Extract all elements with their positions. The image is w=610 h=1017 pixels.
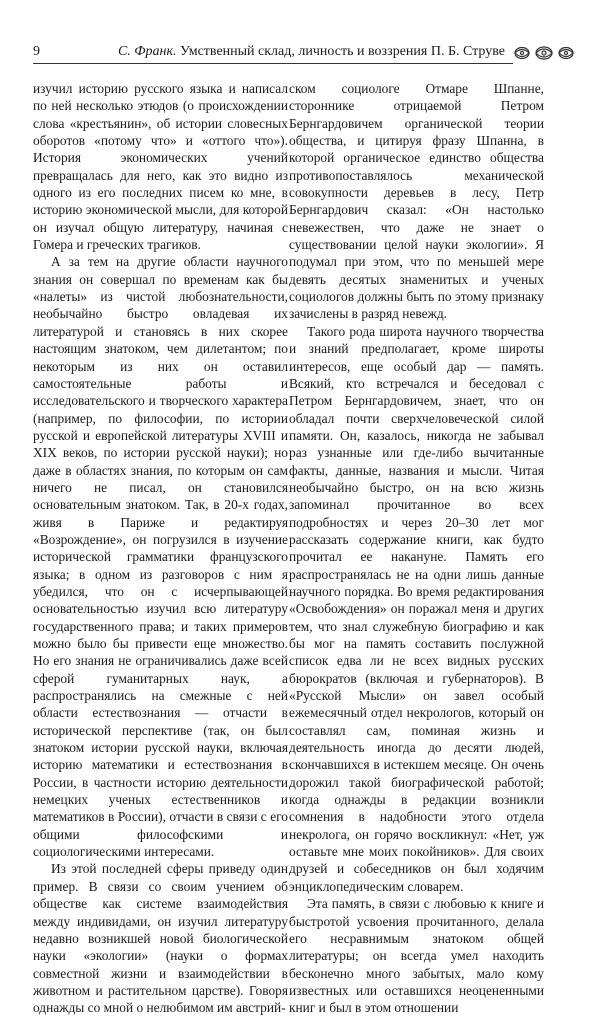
running-head [118,44,505,60]
paragraph: ском социологе Отмаре Шпанне, стороннике отрицаемой Петром Бернгардовичем органической теории общества, и цитируя фразу Шпанна, в которой органическое единство общества противопоставлялось механической совокупности деревьев в лесу, Петр Бернгардович сказал: «Он настолько невежествен, что даже не знает о существовании целой науки экологии». Я подумал при этом, что по меньшей мере девять десятых знаменитых и ученых социологов должны быть по этому признаку зачислены в разряд невежд. [289,81,544,322]
left-column [33,80,288,1017]
running-head-author: С. Франк. [117,44,177,59]
header-ornament-icon [513,44,575,62]
paragraph: Такого рода широта научного творчества и знаний предполагает, кроме широты интересов, еще особый дар — память. Всякий, кто встречался и беседовал с Петром Бернгардовичем, знает, что он обладал почти сверхчеловеческой силой памяти. Он, казалось, никогда не забывал раз узнанные или где-либо вычитанные факты, данные, названия и мысли. Читая необычайно быстро, он на всю жизнь запоминал прочитанное во всех подробностях и через 20–30 лет мог рассказать содержание книги, как будто прочитал ее накануне. Память его распространялась не на одни лишь данные научного порядка. Во время редактирования «Освобождения» он поражал меня и других тем, что знал служебную биографию и как бы мог на память составить послужной список едва ли не всех видных русских бюрократов (включая и губернаторов). В «Русской Мысли» он завел особый ежемесячный отдел некрологов, который он составлял сам, поминая жизнь и деятельность иногда до десяти людей, скончавшихся в истекшем месяце. Он очень дорожил такой биографической работой; когда однажды в редакции возникли сомнения в надобности этого отдела некролога, он горячо воскликнул: «Нет, уж оставьте мне моих покойников». Для своих друзей и собеседников он был ходячим энциклопедическим словарем. [289,323,544,894]
paragraph: А за тем на другие области научного знания он совершал по временам как бы «налеты» из чистой любознательности, необычайно быстро овладевая их литературой и становясь в них скорее настоящим знатоком, чем дилетантом; по некоторым из них он оставил самостоятельные работы и исследовательского и творческого характера (например, по философии, по истории русской и европейской литературы XVIII и XIX веков, по истории русской науки); но даже в областях знания, по которым он сам ничего не писал, он становился основательным знатоком. Так, в 20-х годах, живя в Париже и редактируя «Возрождение», он погрузился в изучение исторической грамматики французского языка; в одном из разговоров с ним я убедился, что он с исчерпывающей основательностью изучил всю литературу государственного права; и таких примеров можно было бы привести еще множество. Но его знания не ограничивались даже всей сферой гуманитарных наук, а распространялись на смежные с ней области естествознания — отчасти в исторической перспективе (так, он был знатоком истории русской науки, включая историю математики и естествознания в России, в частности историю деятельности немецких ученых естественников и математиков в России), отчасти в связи с его общими философскими и социологическими интересами. [33,254,288,860]
header-rule [33,63,513,64]
paragraph: Эта память, в связи с любовью к книге и быстротой усвоения прочитанного, делала его несравнимым знатоком общей литературы; он всегда умел находить бесконечно много забытых, мало кому известных или оставшихся неоцененными книг и был в этом отношении [289,896,544,1016]
right-column [289,80,544,1017]
running-head-title: Умственный склад, личность и воззрения П. Б. Струве [180,44,505,59]
page-header [33,44,575,66]
paragraph: Из этой последней сферы приведу один пример. В связи со своим учением об обществе как системе взаимодействия между индивидами, он изучил литературу недавно возникшей новой биологической науки «экологии» (науки о формах совместной жизни и взаимодействии в животном и растительном царстве). Говоря однажды со мной о нелюбимом им австрий- [33,861,288,1016]
paragraph: изучил историю русского языка и написал по ней несколько этюдов (о происхождении слова «крестьянин», об истории словесных оборотов «потому что» и «оттого что»). История экономических учений превращалась для него, как это видно из одного из его последних писем ко мне, в историю экономической мысли, для которой он изучал общую литературу, начиная с Гомера и греческих трагиков. [33,81,288,253]
page-number: 9 [33,44,40,59]
